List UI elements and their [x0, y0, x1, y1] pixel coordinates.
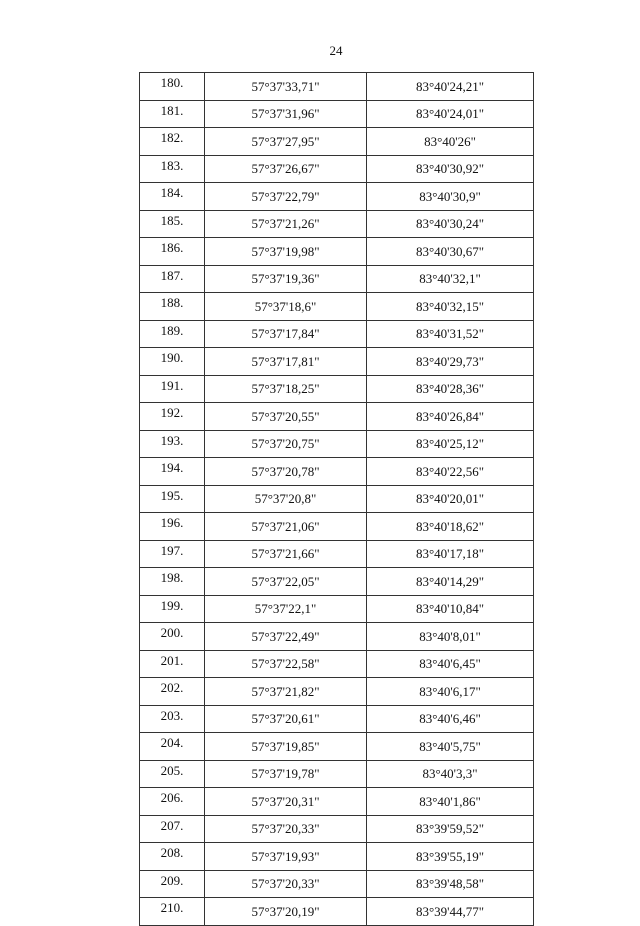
point-number-cell: 195.	[140, 485, 205, 513]
latitude-cell: 57°37'19,36"	[205, 265, 367, 293]
latitude-cell: 57°37'33,71"	[205, 73, 367, 101]
longitude-cell: 83°39'48,58"	[367, 870, 534, 898]
table-row	[140, 238, 534, 266]
longitude-cell: 83°40'3,3"	[367, 760, 534, 788]
longitude-cell: 83°40'30,92"	[367, 155, 534, 183]
latitude-cell: 57°37'20,31"	[205, 788, 367, 816]
longitude-cell: 83°39'55,19"	[367, 843, 534, 871]
point-number-cell: 199.	[140, 595, 205, 623]
point-number-cell: 204.	[140, 733, 205, 761]
latitude-cell: 57°37'20,19"	[205, 898, 367, 926]
latitude-cell: 57°37'21,26"	[205, 210, 367, 238]
table-row	[140, 403, 534, 431]
point-number-cell: 184.	[140, 183, 205, 211]
table-row	[140, 898, 534, 926]
latitude-cell: 57°37'31,96"	[205, 100, 367, 128]
longitude-cell: 83°40'6,45"	[367, 650, 534, 678]
table-row	[140, 375, 534, 403]
latitude-cell: 57°37'26,67"	[205, 155, 367, 183]
coordinates-table-body	[140, 73, 534, 926]
table-row	[140, 678, 534, 706]
point-number-cell: 187.	[140, 265, 205, 293]
longitude-cell: 83°40'25,12"	[367, 430, 534, 458]
longitude-cell: 83°40'5,75"	[367, 733, 534, 761]
point-number-cell: 189.	[140, 320, 205, 348]
latitude-cell: 57°37'20,78"	[205, 458, 367, 486]
longitude-cell: 83°40'18,62"	[367, 513, 534, 541]
point-number-cell: 197.	[140, 540, 205, 568]
table-row	[140, 733, 534, 761]
table-row	[140, 843, 534, 871]
point-number-cell: 180.	[140, 73, 205, 101]
longitude-cell: 83°40'30,67"	[367, 238, 534, 266]
table-row	[140, 705, 534, 733]
table-row	[140, 348, 534, 376]
longitude-cell: 83°40'14,29"	[367, 568, 534, 596]
longitude-cell: 83°40'20,01"	[367, 485, 534, 513]
table-row	[140, 293, 534, 321]
longitude-cell: 83°40'6,46"	[367, 705, 534, 733]
longitude-cell: 83°40'32,1"	[367, 265, 534, 293]
latitude-cell: 57°37'19,98"	[205, 238, 367, 266]
point-number-cell: 188.	[140, 293, 205, 321]
longitude-cell: 83°39'59,52"	[367, 815, 534, 843]
longitude-cell: 83°40'10,84"	[367, 595, 534, 623]
latitude-cell: 57°37'22,49"	[205, 623, 367, 651]
latitude-cell: 57°37'19,93"	[205, 843, 367, 871]
table-row	[140, 595, 534, 623]
point-number-cell: 182.	[140, 128, 205, 156]
longitude-cell: 83°40'24,01"	[367, 100, 534, 128]
point-number-cell: 210.	[140, 898, 205, 926]
latitude-cell: 57°37'27,95"	[205, 128, 367, 156]
latitude-cell: 57°37'17,84"	[205, 320, 367, 348]
longitude-cell: 83°40'24,21"	[367, 73, 534, 101]
latitude-cell: 57°37'22,1"	[205, 595, 367, 623]
latitude-cell: 57°37'19,78"	[205, 760, 367, 788]
table-row	[140, 540, 534, 568]
table-row	[140, 155, 534, 183]
longitude-cell: 83°40'17,18"	[367, 540, 534, 568]
latitude-cell: 57°37'19,85"	[205, 733, 367, 761]
longitude-cell: 83°39'44,77"	[367, 898, 534, 926]
table-row	[140, 73, 534, 101]
point-number-cell: 196.	[140, 513, 205, 541]
latitude-cell: 57°37'21,82"	[205, 678, 367, 706]
coordinates-table	[139, 72, 534, 926]
longitude-cell: 83°40'31,52"	[367, 320, 534, 348]
table-row	[140, 870, 534, 898]
point-number-cell: 208.	[140, 843, 205, 871]
point-number-cell: 183.	[140, 155, 205, 183]
point-number-cell: 200.	[140, 623, 205, 651]
longitude-cell: 83°40'30,9"	[367, 183, 534, 211]
latitude-cell: 57°37'20,61"	[205, 705, 367, 733]
point-number-cell: 203.	[140, 705, 205, 733]
point-number-cell: 193.	[140, 430, 205, 458]
latitude-cell: 57°37'18,25"	[205, 375, 367, 403]
point-number-cell: 191.	[140, 375, 205, 403]
latitude-cell: 57°37'22,58"	[205, 650, 367, 678]
latitude-cell: 57°37'20,33"	[205, 870, 367, 898]
longitude-cell: 83°40'32,15"	[367, 293, 534, 321]
longitude-cell: 83°40'28,36"	[367, 375, 534, 403]
table-row	[140, 183, 534, 211]
table-row	[140, 458, 534, 486]
longitude-cell: 83°40'29,73"	[367, 348, 534, 376]
latitude-cell: 57°37'22,79"	[205, 183, 367, 211]
table-row	[140, 100, 534, 128]
table-row	[140, 788, 534, 816]
longitude-cell: 83°40'26"	[367, 128, 534, 156]
table-row	[140, 265, 534, 293]
table-row	[140, 650, 534, 678]
point-number-cell: 192.	[140, 403, 205, 431]
point-number-cell: 185.	[140, 210, 205, 238]
table-row	[140, 815, 534, 843]
latitude-cell: 57°37'21,66"	[205, 540, 367, 568]
longitude-cell: 83°40'22,56"	[367, 458, 534, 486]
point-number-cell: 186.	[140, 238, 205, 266]
point-number-cell: 206.	[140, 788, 205, 816]
longitude-cell: 83°40'6,17"	[367, 678, 534, 706]
latitude-cell: 57°37'18,6"	[205, 293, 367, 321]
table-row	[140, 760, 534, 788]
latitude-cell: 57°37'20,75"	[205, 430, 367, 458]
table-row	[140, 210, 534, 238]
table-row	[140, 568, 534, 596]
table-row	[140, 320, 534, 348]
point-number-cell: 207.	[140, 815, 205, 843]
latitude-cell: 57°37'17,81"	[205, 348, 367, 376]
latitude-cell: 57°37'22,05"	[205, 568, 367, 596]
point-number-cell: 190.	[140, 348, 205, 376]
latitude-cell: 57°37'20,8"	[205, 485, 367, 513]
longitude-cell: 83°40'1,86"	[367, 788, 534, 816]
table-row	[140, 485, 534, 513]
point-number-cell: 201.	[140, 650, 205, 678]
latitude-cell: 57°37'21,06"	[205, 513, 367, 541]
latitude-cell: 57°37'20,55"	[205, 403, 367, 431]
point-number-cell: 209.	[140, 870, 205, 898]
table-row	[140, 430, 534, 458]
longitude-cell: 83°40'26,84"	[367, 403, 534, 431]
table-row	[140, 623, 534, 651]
longitude-cell: 83°40'30,24"	[367, 210, 534, 238]
point-number-cell: 202.	[140, 678, 205, 706]
longitude-cell: 83°40'8,01"	[367, 623, 534, 651]
point-number-cell: 194.	[140, 458, 205, 486]
table-row	[140, 513, 534, 541]
latitude-cell: 57°37'20,33"	[205, 815, 367, 843]
table-row	[140, 128, 534, 156]
point-number-cell: 181.	[140, 100, 205, 128]
point-number-cell: 205.	[140, 760, 205, 788]
page-number: 24	[329, 43, 343, 58]
point-number-cell: 198.	[140, 568, 205, 596]
